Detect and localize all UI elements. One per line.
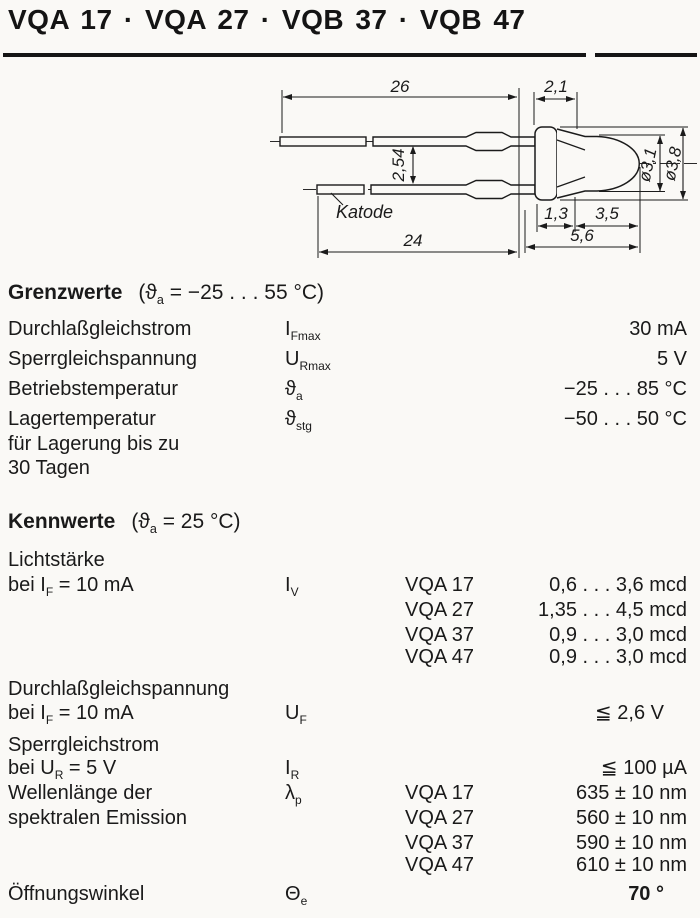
section-heading-kennwerte — [8, 510, 241, 537]
led-body — [535, 127, 639, 200]
row-value: 635 ± 10 nm — [575, 782, 687, 804]
row-value: ≦ 100 µA — [600, 757, 687, 779]
led-dimension-drawing — [0, 70, 700, 270]
section-heading-grenzwerte — [8, 281, 325, 308]
row-label: bei $I_F = 10$ mA — [8, 574, 134, 599]
row-label: bei $U_R = 5$ V — [8, 757, 117, 782]
row-label: Durchlaßgleichspannung — [8, 678, 230, 700]
cathode-label: Katode — [336, 202, 394, 222]
section-condition: ($ϑ_a = -25$ . . . 55 °C) — [138, 281, 325, 308]
dim-label-lead-top: 26 — [390, 77, 410, 96]
dim-label-dome: 3,5 — [595, 204, 619, 223]
row-label: Wellenlänge der — [8, 782, 153, 804]
variant-name: VQA 27 — [405, 599, 474, 621]
row-label: bei $I_F = 10$ mA — [8, 702, 134, 727]
row-label: 30 Tagen — [8, 457, 90, 479]
dim-label-front: 1,3 — [544, 204, 568, 223]
variant-name: VQA 27 — [405, 807, 474, 829]
row-value: 1,35 . . . 4,5 mcd — [538, 599, 687, 621]
variant-name: VQA 47 — [405, 854, 474, 876]
row-symbol: $U_{Rmax}$ — [285, 348, 331, 373]
row-value: ≦ 2,6 V — [594, 702, 664, 724]
variant-name: VQA 17 — [405, 782, 474, 804]
row-label: Betriebstemperatur — [8, 378, 179, 400]
row-symbol: $I_R$ — [285, 757, 300, 782]
row-symbol: $I_V$ — [285, 574, 299, 599]
row-value: −25 . . . 85 °C — [563, 378, 687, 400]
dim-label-dia-dome: ø3,1 — [634, 146, 661, 184]
row-value: 5 V — [656, 348, 687, 370]
row-label: Durchlaßgleichstrom — [8, 318, 192, 340]
row-value: −50 . . . 50 °C — [563, 408, 687, 430]
row-label: spektralen Emission — [8, 807, 187, 829]
row-value: 610 ± 10 nm — [575, 854, 687, 876]
row-value: 0,9 . . . 3,0 mcd — [549, 624, 687, 646]
row-symbol: $I_{Fmax}$ — [285, 318, 321, 343]
row-label: Sperrgleichstrom — [8, 734, 160, 756]
dim-label-pitch: 2,54 — [389, 148, 408, 182]
row-value: 590 ± 10 nm — [575, 832, 687, 854]
row-symbol: $\Theta_e$ — [285, 883, 308, 908]
dim-label-body: 5,6 — [570, 226, 594, 245]
row-value: 0,6 . . . 3,6 mcd — [549, 574, 687, 596]
row-symbol: $ϑ_a$ — [285, 378, 303, 403]
divider-rule — [3, 53, 586, 57]
section-title: Grenzwerte — [8, 281, 123, 304]
variant-name: VQA 37 — [405, 832, 474, 854]
row-label: für Lagerung bis zu — [8, 433, 180, 455]
dim-label-lead-bottom: 24 — [403, 231, 423, 250]
variant-name: VQA 47 — [405, 646, 474, 668]
row-value: 70 ° — [628, 883, 664, 905]
row-value: 0,9 . . . 3,0 mcd — [549, 646, 687, 668]
variant-name: VQA 37 — [405, 624, 474, 646]
row-value: 560 ± 10 nm — [575, 807, 687, 829]
divider-rule — [595, 53, 697, 57]
section-condition: ($ϑ_a = 25$ °C) — [131, 510, 241, 537]
row-symbol: $\lambda_p$ — [285, 782, 302, 807]
dim-label-dia-flange: ø3,8 — [659, 145, 686, 183]
row-symbol: $ϑ_{stg}$ — [285, 408, 312, 433]
row-label: Lichtstärke — [8, 549, 105, 571]
section-title: Kennwerte — [8, 510, 116, 533]
row-value: 30 mA — [629, 318, 687, 340]
dim-label-flange-width: 2,1 — [544, 77, 568, 96]
row-symbol: $U_F$ — [285, 702, 307, 727]
row-label: Sperrgleichspannung — [8, 348, 198, 370]
row-label: Öffnungswinkel — [8, 883, 145, 905]
variant-name: VQA 17 — [405, 574, 474, 596]
row-label: Lagertemperatur — [8, 408, 156, 430]
page-title: VQA 17 · VQA 27 · VQB 37 · VQB 47 — [8, 4, 526, 35]
